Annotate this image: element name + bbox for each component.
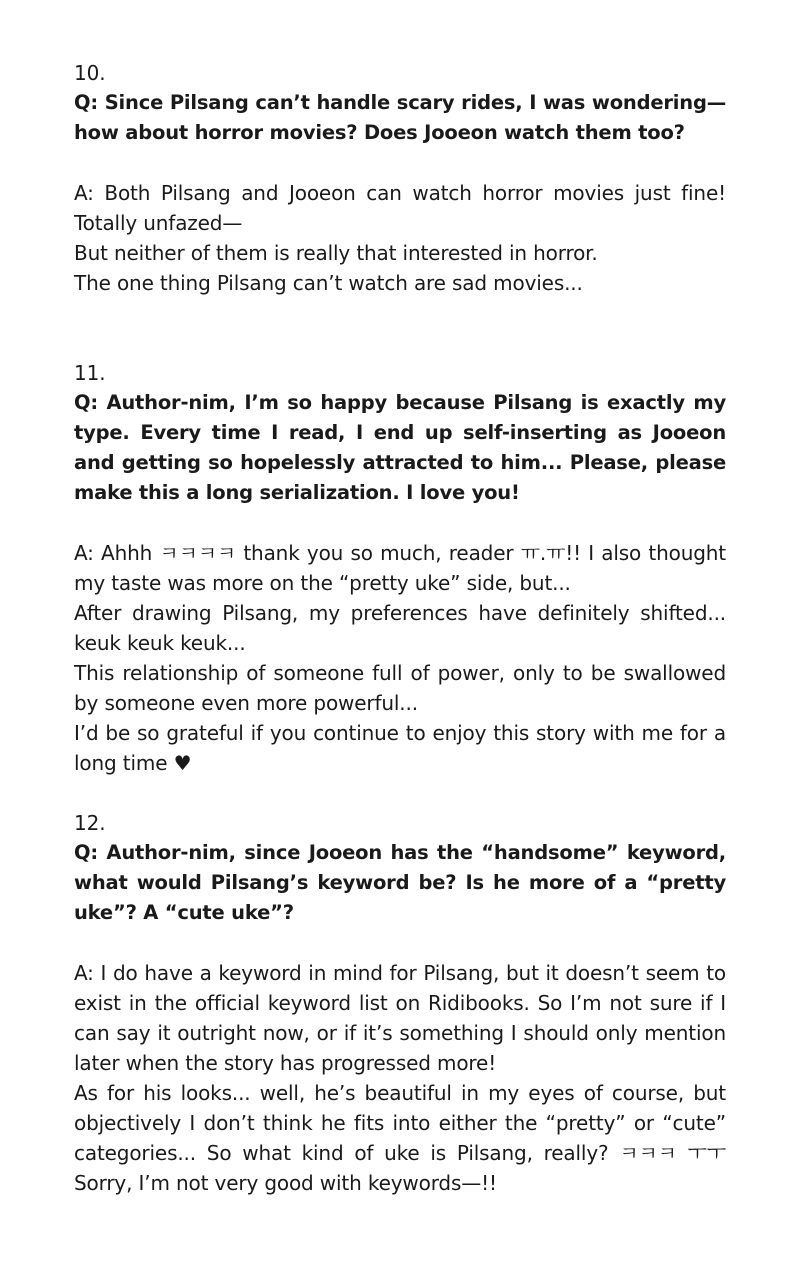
answer-line: A: Both Pilsang and Jooeon can watch horror movies just fine! Totally unfazed— xyxy=(74,181,726,235)
answer-line: This relationship of someone full of power, only to be swallowed by someone even more powerful... xyxy=(74,661,726,715)
qa-item-11 xyxy=(74,358,726,778)
answer-line: As for his looks... well, he’s beautiful in my eyes of course, but objectively I don’t think he fits into either the “pretty” or “cute” categories... So what kind of uke is Pilsang, really? ㅋㅋㅋ ㅜㅜ Sorry, I’m not very good with keywords—!! xyxy=(74,1081,726,1195)
question-number: 11. xyxy=(74,361,106,385)
question-text: Q: Author-nim, since Jooeon has the “handsome” keyword, what would Pilsang’s keyword be? Is he more of a “pretty uke”? A “cute uke”? xyxy=(74,841,726,924)
answer-line: A: Ahhh ㅋㅋㅋㅋ thank you so much, reader ㅠ.ㅠ!! I also thought my taste was more on the “pretty uke” side, but... xyxy=(74,541,726,595)
qa-item-12 xyxy=(74,808,726,1198)
qa-page xyxy=(74,58,726,1198)
question-text: Q: Since Pilsang can’t handle scary rides, I was wondering—how about horror movies? Does Jooeon watch them too? xyxy=(74,91,726,144)
answer-line: After drawing Pilsang, my preferences have definitely shifted... keuk keuk keuk... xyxy=(74,601,726,655)
answer-line: A: I do have a keyword in mind for Pilsang, but it doesn’t seem to exist in the official keyword list on Ridibooks. So I’m not sure if I can say it outright now, or if it’s something I should only mention later when the story has progressed more! xyxy=(74,961,726,1075)
qa-item-10 xyxy=(74,58,726,298)
question-number: 10. xyxy=(74,61,106,85)
answer-line: I’d be so grateful if you continue to enjoy this story with me for a long time ♥ xyxy=(74,721,726,775)
answer-line: The one thing Pilsang can’t watch are sad movies... xyxy=(74,271,583,295)
question-number: 12. xyxy=(74,811,106,835)
question-text: Q: Author-nim, I’m so happy because Pilsang is exactly my type. Every time I read, I end up self-inserting as Jooeon and getting so hopelessly attracted to him... Please, please make this a long serialization. I love you! xyxy=(74,391,726,504)
answer-line: But neither of them is really that interested in horror. xyxy=(74,241,598,265)
